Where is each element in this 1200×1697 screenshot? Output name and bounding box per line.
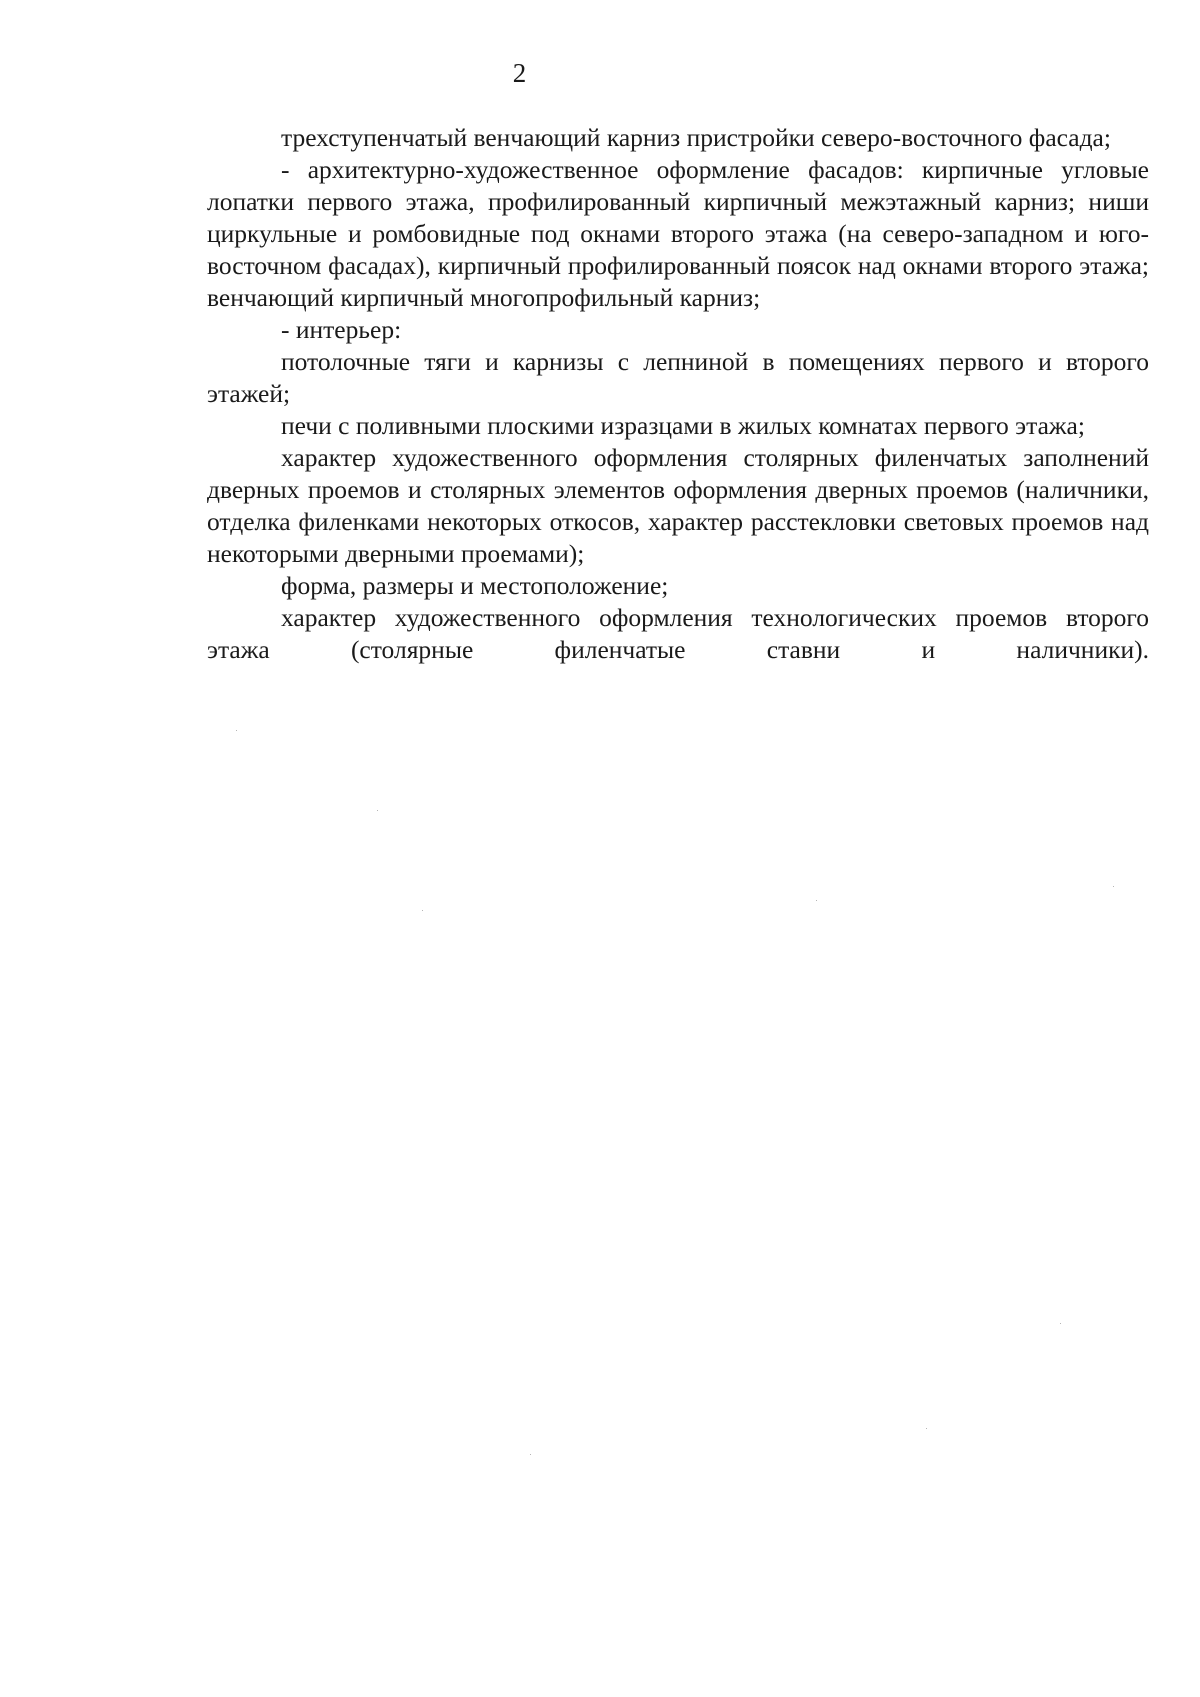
scan-speck xyxy=(236,730,237,731)
scan-speck xyxy=(377,810,378,811)
paragraph-ceiling-moldings: потолочные тяги и карнизы с лепниной в помещениях первого и второго этажей; xyxy=(207,347,1149,408)
scan-speck xyxy=(1113,886,1114,887)
paragraph-interior-heading: - интерьер: xyxy=(281,315,402,344)
scan-speck xyxy=(926,1428,927,1429)
scan-speck xyxy=(422,910,423,911)
scan-speck xyxy=(530,1454,531,1455)
document-body xyxy=(207,122,1149,666)
scan-speck xyxy=(816,900,817,901)
paragraph-tiled-stoves: печи с поливными плоскими изразцами в жилых комнатах первого этажа; xyxy=(281,411,1085,440)
paragraph-facade-decoration: - архитектурно-художественное оформление фасадов: кирпичные угловые лопатки первого этажа, профилированный кирпичный межэтажный карниз; ниши циркульные и ромбовидные под окнами второго этажа (на северо-западном и юго-восточном фасадах), кирпичный профилированный поясок над окнами второго этажа; венчающий кирпичный многопрофильный карниз; xyxy=(207,155,1149,312)
paragraph-technological-openings: характер художественного оформления технологических проемов второго этажа (столярные филенчатые ставни и наличники). xyxy=(207,603,1149,664)
scan-speck xyxy=(1060,1323,1061,1324)
paragraph-door-joinery: характер художественного оформления столярных филенчатых заполнений дверных проемов и столярных элементов оформления дверных проемов (наличники, отделка филенками некоторых откосов, характер расстекловки световых проемов над некоторыми дверными проемами); xyxy=(207,443,1149,568)
paragraph-form-size-location: форма, размеры и местоположение; xyxy=(281,571,669,600)
paragraph-cornice: трехступенчатый венчающий карниз пристройки северо-восточного фасада; xyxy=(281,123,1111,152)
page-number: 2 xyxy=(512,58,527,88)
